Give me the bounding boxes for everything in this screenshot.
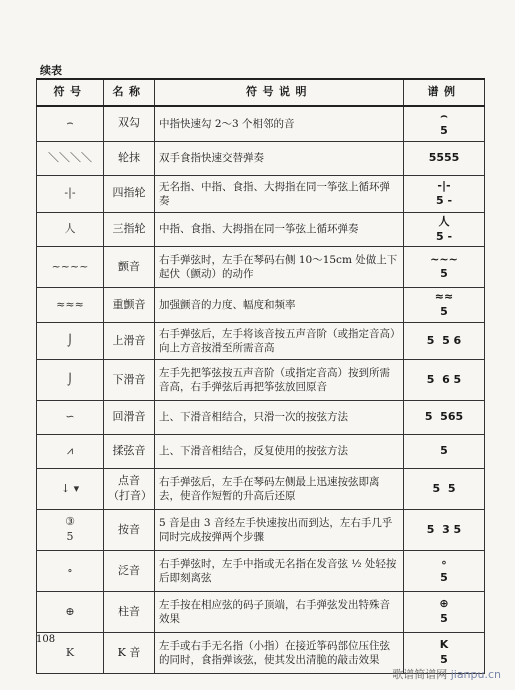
name-text: 颤音: [118, 259, 140, 273]
example-text: 5555: [428, 150, 460, 164]
example-cell: [404, 401, 485, 435]
name-text: 三指轮: [112, 222, 146, 236]
watermark-url: jianpu.cn: [450, 668, 501, 681]
example-cell: [404, 435, 485, 469]
description-text: 左手或右手无名指（小指）在接近筝码部位压住弦的同时，食指弹该弦，使其发出清脆的敲击效果: [159, 639, 390, 667]
symbol-text: 人: [64, 222, 76, 236]
example-cell: [404, 288, 485, 323]
example-cell: [404, 323, 485, 360]
table-row: [37, 435, 485, 469]
symbol-cell: [37, 323, 104, 360]
example-text: 5 3 5: [426, 522, 462, 536]
header-symbol: 符号: [37, 79, 104, 106]
description-cell: [155, 401, 404, 435]
table-row: [37, 401, 485, 435]
symbol-text: ＼＼＼＼: [48, 150, 92, 164]
name-text: 泛音: [118, 563, 140, 577]
table-row: [37, 592, 485, 633]
table-row: [37, 141, 485, 175]
header-description: 符号说明: [155, 79, 404, 106]
name-text: 上滑音: [112, 333, 146, 347]
example-text: ⌢ 5: [440, 109, 448, 137]
symbol-text: ~~~~: [51, 259, 89, 273]
symbol-text: ∘: [67, 563, 73, 577]
description-text: 左手按在相应弦的码子顶端，右手弹弦发出特殊音效果: [159, 598, 390, 626]
name-text: 下滑音: [112, 372, 146, 386]
name-cell: [104, 212, 155, 247]
example-cell: [404, 212, 485, 247]
description-text: 无名指、中指、食指、大拇指在同一筝弦上循环弹奏: [159, 180, 390, 207]
description-text: 双手食指快速交替弹奏: [159, 152, 264, 165]
symbol-text: ⩘: [66, 444, 74, 458]
example-text: 人 5 -: [435, 214, 453, 243]
name-text: 按音: [118, 522, 140, 536]
table-row: [37, 175, 485, 212]
page-number: 108: [36, 634, 56, 645]
table-row: [37, 469, 485, 510]
name-text: 重颤音: [112, 297, 146, 311]
description-cell: [155, 212, 404, 247]
symbol-cell: [37, 212, 104, 247]
description-text: 上、下滑音相结合，反复使用的按弦方法: [159, 445, 348, 458]
description-cell: [155, 551, 404, 592]
notation-table: [36, 78, 485, 674]
example-cell: [404, 592, 485, 633]
table-row: [37, 247, 485, 288]
name-text: 柱音: [118, 604, 140, 618]
symbol-cell: [37, 469, 104, 510]
example-text: K 5: [439, 638, 449, 667]
name-cell: [104, 551, 155, 592]
name-text: 双勾: [118, 116, 140, 130]
name-cell: [104, 106, 155, 141]
description-cell: [155, 592, 404, 633]
description-cell: [155, 175, 404, 212]
description-cell: [155, 247, 404, 288]
symbol-text: ⌡: [67, 333, 73, 347]
name-text: 轮抹: [118, 150, 140, 164]
name-cell: [104, 592, 155, 633]
symbol-cell: [37, 106, 104, 141]
example-cell: [404, 510, 485, 551]
description-text: 右手弹弦后，左手在琴码左侧最上迅速按弦即离去，使音作短暂的升高后还原: [159, 475, 380, 503]
example-cell: [404, 141, 485, 175]
example-cell: [404, 469, 485, 510]
name-cell: [104, 360, 155, 401]
description-text: 加强颤音的力度、幅度和频率: [159, 299, 296, 312]
example-text: ∘ 5: [440, 556, 448, 585]
name-cell: [104, 469, 155, 510]
watermark-site: 歌谱简谱网: [392, 668, 448, 681]
description-text: 左手先把筝弦按五声音阶（或指定音高）按到所需音高，右手弹弦后再把筝弦放回原音: [159, 366, 390, 394]
symbol-text: ⌡: [67, 372, 73, 386]
symbol-cell: [37, 401, 104, 435]
example-text: ≈≈ 5: [434, 290, 454, 319]
symbol-cell: [37, 175, 104, 212]
description-text: 右手弹弦后，左手将该音按五声音阶（或指定音高）向上方音按滑至所需音高: [159, 327, 396, 355]
description-text: 中指快速勾 2～3 个相邻的音: [159, 117, 295, 130]
example-text: ~~~ 5: [430, 252, 458, 281]
name-text: 点音（打音）: [108, 474, 152, 503]
symbol-cell: [37, 288, 104, 323]
symbol-text: -|-: [64, 186, 76, 200]
example-text: 5 565: [424, 410, 464, 424]
table-row: [37, 551, 485, 592]
symbol-text: ③ 5: [65, 515, 75, 544]
symbol-cell: [37, 247, 104, 288]
example-cell: [404, 175, 485, 212]
table-row: [37, 212, 485, 247]
name-cell: [104, 141, 155, 175]
description-cell: [155, 633, 404, 674]
name-cell: [104, 288, 155, 323]
example-text: 5 5 6: [426, 333, 462, 347]
description-cell: [155, 469, 404, 510]
name-cell: [104, 247, 155, 288]
example-text: ⊕ 5: [439, 597, 449, 626]
description-cell: [155, 510, 404, 551]
name-cell: [104, 633, 155, 674]
description-cell: [155, 360, 404, 401]
header-name: 名称: [104, 79, 155, 106]
example-cell: [404, 247, 485, 288]
table-row: [37, 106, 485, 141]
table-row: [37, 360, 485, 401]
description-cell: [155, 435, 404, 469]
description-cell: [155, 288, 404, 323]
symbol-text: ↓ ▾: [60, 481, 80, 495]
description-text: 5 音是由 3 音经左手快速按出而到达，左右手几乎同时完成按弹两个步骤: [159, 516, 393, 544]
name-text: K 音: [117, 645, 141, 659]
table-row: [37, 323, 485, 360]
table-row: [37, 510, 485, 551]
symbol-text: ⊕: [65, 604, 75, 618]
description-cell: [155, 141, 404, 175]
symbol-cell: [37, 592, 104, 633]
symbol-text: K: [65, 645, 75, 659]
table-header-row: [37, 79, 485, 106]
name-text: 四指轮: [112, 186, 146, 200]
description-cell: [155, 323, 404, 360]
symbol-cell: [37, 510, 104, 551]
symbol-text: ≈≈≈: [56, 297, 84, 311]
name-cell: [104, 510, 155, 551]
example-cell: [404, 106, 485, 141]
description-text: 上、下滑音相结合，只滑一次的按弦方法: [159, 411, 348, 424]
symbol-text: ⌢: [66, 116, 74, 130]
table-row: [37, 288, 485, 323]
example-text: 5 6 5: [426, 372, 462, 386]
description-cell: [155, 106, 404, 141]
example-text: 5 5: [432, 481, 456, 495]
name-cell: [104, 323, 155, 360]
table-body: [37, 106, 485, 674]
name-text: 揉弦音: [112, 444, 146, 458]
description-text: 右手弹弦时，左手中指或无名指在发音弦 ½ 处轻按后即刻离弦: [159, 557, 397, 585]
symbol-cell: [37, 551, 104, 592]
name-text: 回滑音: [112, 410, 146, 424]
name-cell: [104, 175, 155, 212]
description-text: 右手弹弦时，左手在琴码右侧 10～15cm 处做上下起伏（颤动）的动作: [159, 254, 398, 281]
name-cell: [104, 401, 155, 435]
watermark: [392, 666, 501, 682]
table-caption: 续表: [40, 64, 62, 77]
symbol-text: ∽: [65, 410, 75, 424]
description-text: 中指、食指、大拇指在同一筝弦上循环弹奏: [159, 223, 359, 236]
example-text: 5: [440, 444, 448, 458]
symbol-cell: [37, 435, 104, 469]
name-cell: [104, 435, 155, 469]
header-example: 谱例: [404, 79, 485, 106]
example-cell: [404, 551, 485, 592]
example-cell: [404, 360, 485, 401]
symbol-cell: [37, 360, 104, 401]
example-text: -|- 5 -: [435, 178, 453, 207]
symbol-cell: [37, 141, 104, 175]
